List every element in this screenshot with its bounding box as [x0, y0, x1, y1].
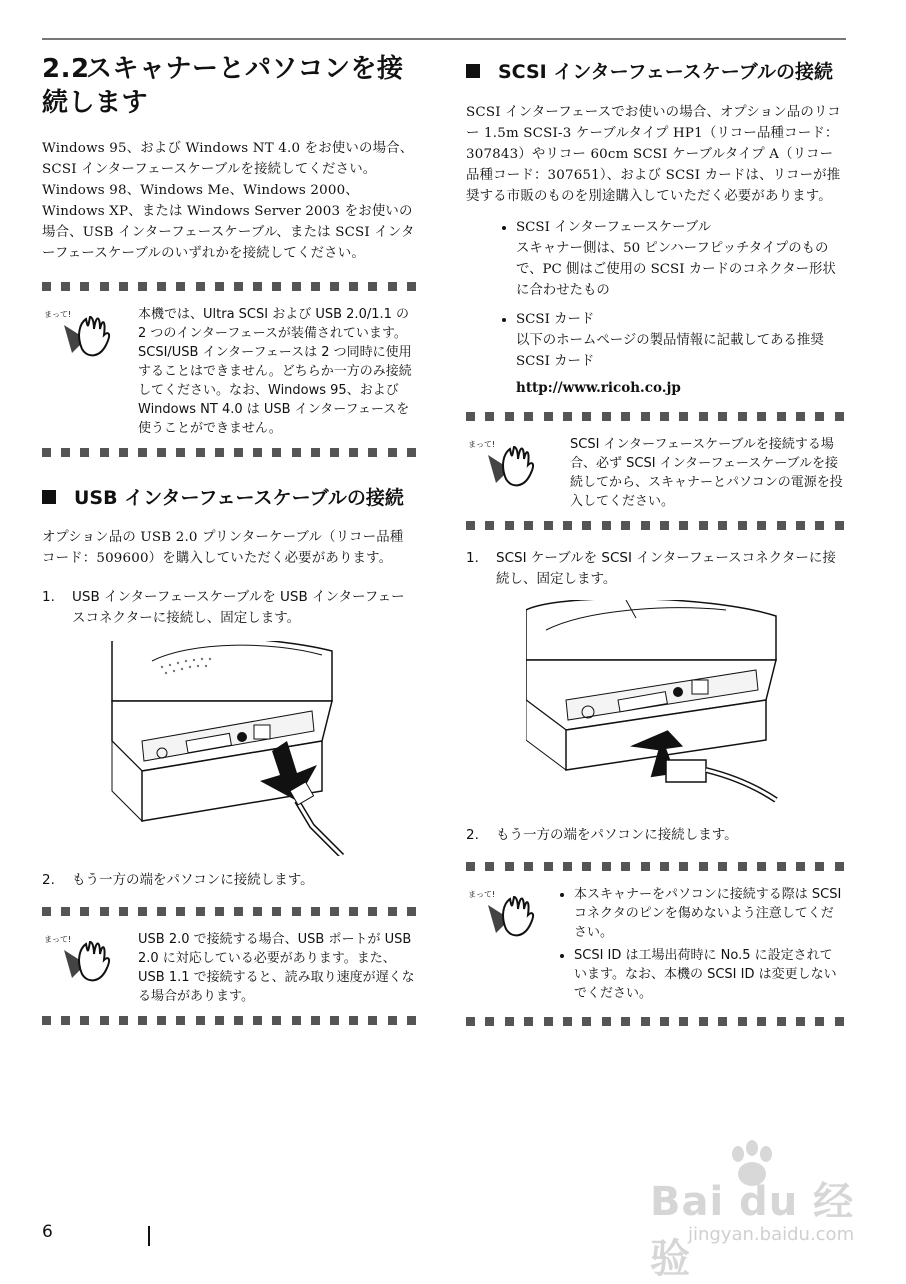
- usb-step-2: 2. もう一方の端をパソコンに接続します。: [42, 872, 314, 888]
- note-icon-label: まって!: [44, 935, 72, 944]
- heading-bullet-square: [42, 490, 56, 504]
- scsi-connection-illustration: [526, 600, 844, 815]
- list-item: • SCSI インターフェースケーブル スキャナー側は、50 ピンハーフピッチタイプのもので、PC 側はご使用の SCSI カードのコネクター形状に合わせたもの: [516, 217, 844, 301]
- note-border-bottom: [42, 1016, 416, 1025]
- note-text: SCSI インターフェースケーブルを接続する場合、必ず SCSI インターフェースケーブルを接続してから、スキャナーとパソコンの電源を投入してください。: [570, 437, 843, 509]
- caution-note-3: [466, 412, 844, 530]
- note-text: USB 2.0 で接続する場合、USB ポートが USB 2.0 に対応している必要があります。また、USB 1.1 で接続すると、読み取り速度が遅くなる場合があります。: [138, 932, 415, 1004]
- usb-step-1: 1. USB インターフェースケーブルを USB インターフェースコネクターに接続し、固定します。: [42, 589, 405, 626]
- page-number-bar: [148, 1226, 150, 1246]
- list-item: • SCSI カード 以下のホームページの製品情報に記載してある推奨 SCSI カード: [516, 309, 844, 372]
- watermark-logo: Bai du 经验: [650, 1179, 855, 1282]
- caution-note-1: [42, 282, 416, 457]
- scsi-heading: SCSI インターフェースケーブルの接続: [466, 56, 844, 88]
- scsi-requirements-list: [466, 217, 844, 372]
- right-column: [466, 52, 844, 1026]
- top-rule: [42, 38, 846, 40]
- caution-note-2: [42, 907, 416, 1025]
- note-border-bottom: [466, 1017, 844, 1026]
- section-title: 2.2スキャナーとパソコンを接続します: [42, 54, 404, 118]
- hand-stop-icon: [42, 930, 138, 1006]
- note-icon-label: まって!: [44, 310, 72, 319]
- ricoh-url: http://www.ricoh.co.jp: [516, 380, 681, 396]
- intro-paragraph-2: Windows 98、Windows Me、Windows 2000、Windows XP、または Windows Server 2003 をお使いの場合、USB インターフェースケーブル、または SCSI インターフェースケーブルのいずれかを接続してください。: [42, 183, 415, 261]
- list-item: • 本スキャナーをパソコンに接続する際は SCSI コネクタのピンを傷めないよう注意してください。: [574, 885, 844, 942]
- usb-heading: USB インターフェースケーブルの接続: [42, 483, 416, 513]
- note-icon-label: まって!: [468, 890, 496, 899]
- list-item: • SCSI ID は工場出荷時に No.5 に設定されています。なお、本機の SCSI ID は変更しないでください。: [574, 946, 844, 1003]
- note-text: 本機では、Ultra SCSI および USB 2.0/1.1 の 2 つのインターフェースが装備されています。SCSI/USB インターフェースは 2 つ同時に使用することはできません。どちらか一方のみ接続してください。なお、Windows 95、および Windows NT 4.0 は USB インターフェースを使うことができません。: [138, 307, 412, 436]
- hand-stop-icon: [466, 885, 556, 1007]
- scsi-paragraph: SCSI インターフェースでお使いの場合、オプション品のリコー 1.5m SCSI-3 ケーブルタイプ HP1（リコー品種コード：307843）やリコー 60cm SCSI ケーブルタイプ A（リコー品種コード：307651）、および SCSI カードは、リコーが推奨する市販のものを別途購入していただく必要があります。: [466, 105, 841, 204]
- baidu-watermark: [650, 1140, 870, 1282]
- note-text: [556, 885, 844, 1007]
- note-border-top: [466, 862, 844, 871]
- note-border-top: [42, 907, 416, 916]
- caution-note-4: [466, 862, 844, 1026]
- note-icon-label: まって!: [468, 440, 496, 449]
- left-column: [42, 52, 416, 1025]
- note-border-bottom: [42, 448, 416, 457]
- hand-stop-icon: [466, 435, 570, 511]
- usb-connection-illustration: [102, 641, 416, 856]
- scsi-step-1: 1. SCSI ケーブルを SCSI インターフェースコネクターに接続し、固定します。: [466, 550, 836, 587]
- note-border-bottom: [466, 521, 844, 530]
- note-border-top: [42, 282, 416, 291]
- note-border-top: [466, 412, 844, 421]
- section-number: 2.2: [42, 54, 90, 84]
- usb-paragraph: オプション品の USB 2.0 プリンターケーブル（リコー品種コード：509600）を購入していただく必要があります。: [42, 530, 404, 566]
- intro-paragraph-1: Windows 95、および Windows NT 4.0 をお使いの場合、SCSI インターフェースケーブルを接続してください。: [42, 141, 414, 177]
- heading-bullet-square: [466, 64, 480, 78]
- scsi-step-2: 2. もう一方の端をパソコンに接続します。: [466, 827, 738, 843]
- hand-stop-icon: [42, 305, 138, 438]
- watermark-url: jingyan.baidu.com: [688, 1224, 855, 1245]
- page-number: 6: [42, 1222, 53, 1242]
